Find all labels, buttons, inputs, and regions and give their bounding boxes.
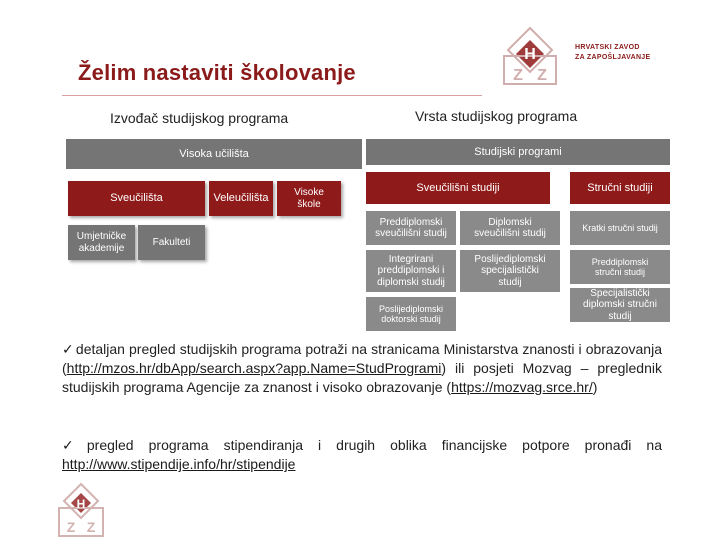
logo-wordmark [575,43,650,63]
visoke-skole-box [277,181,341,216]
bullet-stipendije [62,436,662,474]
integrirani-line3: diplomski studij [377,276,445,288]
specijalisticki-line1: Specijalistički [590,287,650,299]
stipendije-link[interactable]: http://www.stipendije.info/hr/stipendije [62,456,296,472]
preddiplomski-strucni-line2: stručni studij [594,267,646,277]
logo-line2: ZA ZAPOŠLJAVANJE [575,54,651,61]
logo-line1: HRVATSKI ZAVOD [575,44,640,51]
integrirani-line2: preddiplomski i [377,265,445,277]
bullet1-text2: ) ili posjeti Mozvag – preglednik studijskih programa Agencije za znanost i visoko obrazovanje ( [62,360,662,395]
integrirani-studij-box [366,250,456,292]
svg-text:Z: Z [66,519,76,535]
visoke-skole-line2: škole [297,198,321,210]
right-column-header: Vrsta studijskog programa [415,108,578,124]
preddiplomski-line2: sveučilišni studij [375,228,447,239]
diplomski-sveucilisni-box [460,211,560,245]
integrirani-line1: Integrirani [388,253,434,265]
poslijediplomski-spec-line3: studij [498,276,522,288]
sveucilista-box: Sveučilišta [68,181,205,216]
studijski-programi-box: Studijski programi [366,139,670,165]
title-divider [62,95,482,96]
strucni-studiji-box: Stručni studiji [570,172,670,204]
preddiplomski-strucni-box [570,250,670,284]
bullet2-text1: pregled programa stipendiranja i drugih oblika financijske potpore pronađi na [86,437,662,453]
check-icon: ✓ [62,437,85,453]
visoke-skole-line1: Visoke [294,187,324,198]
fakulteti-box: Fakulteti [138,225,205,260]
poslijediplomski-dokt-line1: Poslijediplomski [378,303,444,314]
poslijediplomski-specijalisticki-box [460,250,560,292]
veleucilista-box: Veleučilišta [209,181,273,216]
bullet-mozvag [62,340,662,397]
svg-text:Z: Z [86,519,96,535]
poslijediplomski-spec-line2: specijalistički [481,265,539,277]
poslijediplomski-doktorski-box [366,297,456,331]
svg-text:Z: Z [537,67,547,84]
umjetnicke-line1: Umjetničke [76,231,127,242]
svg-text:H: H [524,46,536,63]
mozvag-link[interactable]: https://mozvag.srce.hr/ [451,379,593,395]
poslijediplomski-dokt-line2: doktorski studij [381,314,441,324]
specijalisticki-line2: diplomski stručni [583,299,657,311]
bullet1-text3: ) [592,379,598,395]
left-column-header: Izvođač studijskog programa [110,110,289,126]
kratki-strucni-box: Kratki stručni studij [570,211,670,245]
preddiplomski-sveucilisni-box [366,211,456,245]
preddiplomski-strucni-line1: Preddiplomski [591,256,649,267]
page-title: Želim nastaviti školovanje [78,60,356,85]
svg-text:Z: Z [513,67,523,84]
visoka-ucilista-box: Visoka učilišta [66,139,362,169]
mzos-link[interactable]: http://mzos.hr/dbApp/search.aspx?app.Name=StudProgrami [66,360,442,376]
preddiplomski-line1: Preddiplomski [379,216,443,228]
diplomski-line2: sveučilišni studij [474,228,546,239]
hzz-logo-icon [56,480,106,540]
sveucilisni-studiji-box: Sveučilišni studiji [366,172,550,204]
bullet1-text1: detaljan pregled studijskih programa potraži na stranicama Ministarstva znanosti i obrazovanja ( [62,341,662,376]
svg-text:H: H [76,497,86,511]
umjetnicke-line2: akademije [78,242,125,254]
diplomski-line1: Diplomski [488,216,532,228]
specijalisticki-line3: studij [608,310,632,322]
specijalisticki-strucni-box [570,288,670,322]
umjetnicke-akademije-box [68,225,135,260]
check-icon: ✓ [62,341,74,357]
poslijediplomski-spec-line1: Poslijediplomski [474,253,546,265]
